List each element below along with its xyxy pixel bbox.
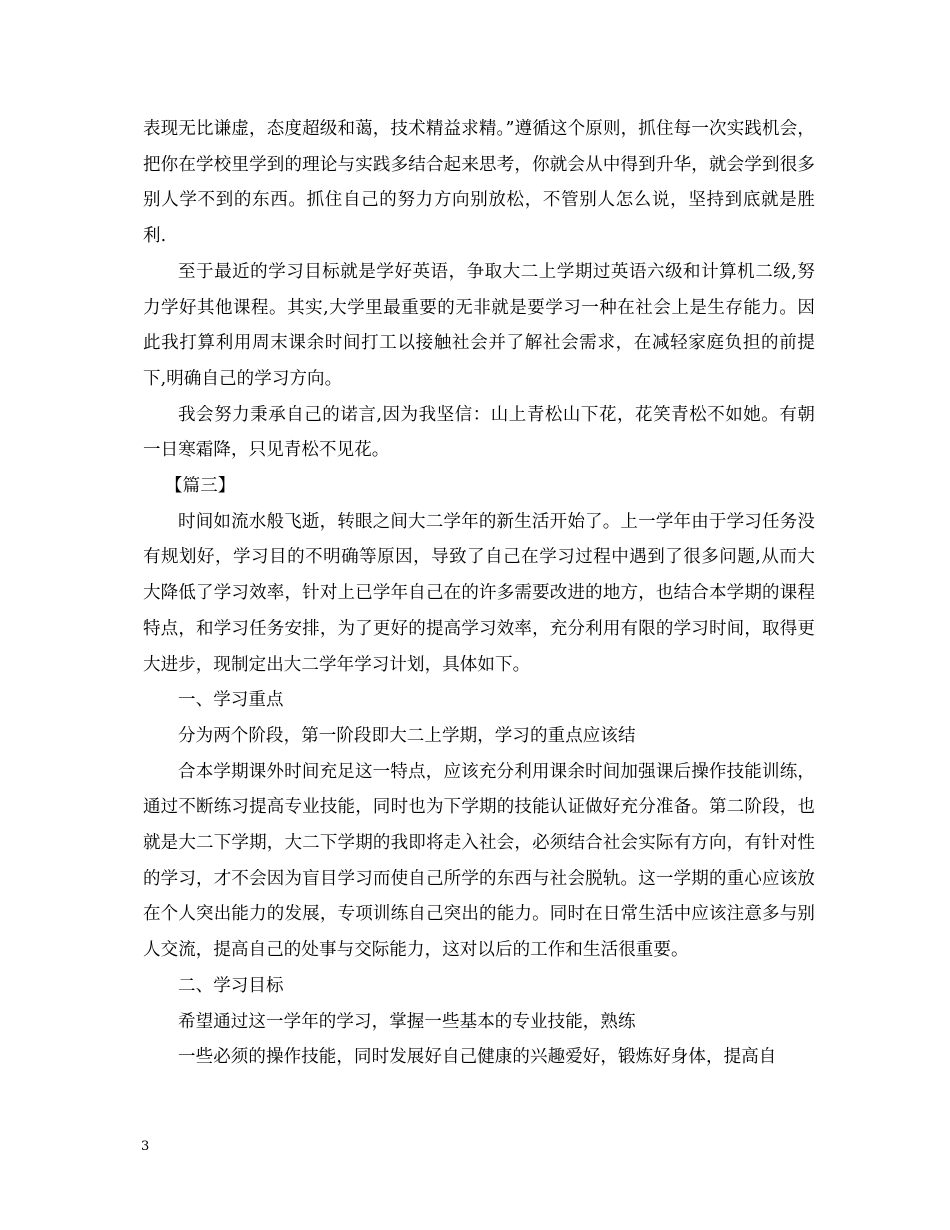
paragraph-target-hope: 希望通过这一学年的学习，掌握一些基本的专业技能，熟练 [178, 1011, 636, 1032]
paragraph-stage-details: 合本学期课外时间充足这一特点，应该充分利用课余时间加强课后操作技能训练，通过不断练习提高专业技能，同时也为下学期的技能认证做好充分准备。第二阶段，也就是大二下学期，大二下学期的我即将走入社会，必须结合社会实际有方向，有针对性的学习，才不会因为盲目学习而使自己所学的东西与社会脱轨。这一学期的重心应该放在个人突出能力的发展，专项训练自己突出的能力。同时在日常生活中应该注意多与别人交流，提高自己的处事与交际能力，这对以后的工作和生活很重要。 [143, 761, 815, 961]
paragraph-intro-part-three: 时间如流水般飞逝，转眼之间大二学年的新生活开始了。上一学年由于学习任务没有规划好，学习目的不明确等原因，导致了自己在学习过程中遇到了很多问题,从而大大降低了学习效率，针对上已学年自己在的许多需要改进的地方，也结合本学期的课程特点，和学习任务安排，为了更好的提高学习效率，充分利用有限的学习时间，取得更大进步，现制定出大二学年学习计划，具体如下。 [143, 511, 815, 675]
page-number: 3 [141, 1139, 150, 1154]
heading-study-target: 二、学习目标 [178, 975, 284, 996]
heading-study-focus: 一、学习重点 [178, 690, 284, 711]
document-body [143, 112, 815, 1076]
paragraph-study-goal: 至于最近的学习目标就是学好英语，争取大二上学期过英语六级和计算机二级,努力学好其他课程。其实,大学里最重要的无非就是要学习一种在社会上是生存能力。因此我打算利用周末课余时间打工以接触社会并了解社会需求，在减轻家庭负担的前提下,明确自己的学习方向。 [143, 261, 815, 389]
paragraph-promise: 我会努力秉承自己的诺言,因为我坚信：山上青松山下花，花笑青松不如她。有朝一日寒霜降，只见青松不见花。 [143, 404, 815, 461]
paragraph-two-stages: 分为两个阶段，第一阶段即大二上学期，学习的重点应该结 [178, 725, 636, 746]
paragraph-continuation: 表现无比谦虚，态度超级和蔼，技术精益求精。”遵循这个原则，抓住每一次实践机会，把你在学校里学到的理论与实践多结合起来思考，你就会从中得到升华，就会学到很多别人学不到的东西。抓住自己的努力方向别放松，不管别人怎么说，坚持到底就是胜利. [143, 119, 815, 247]
paragraph-target-skills: 一些必须的操作技能，同时发展好自己健康的兴趣爱好，锻炼好身体，提高自 [178, 1047, 777, 1068]
section-heading-part-three: 【篇三】 [165, 476, 236, 497]
